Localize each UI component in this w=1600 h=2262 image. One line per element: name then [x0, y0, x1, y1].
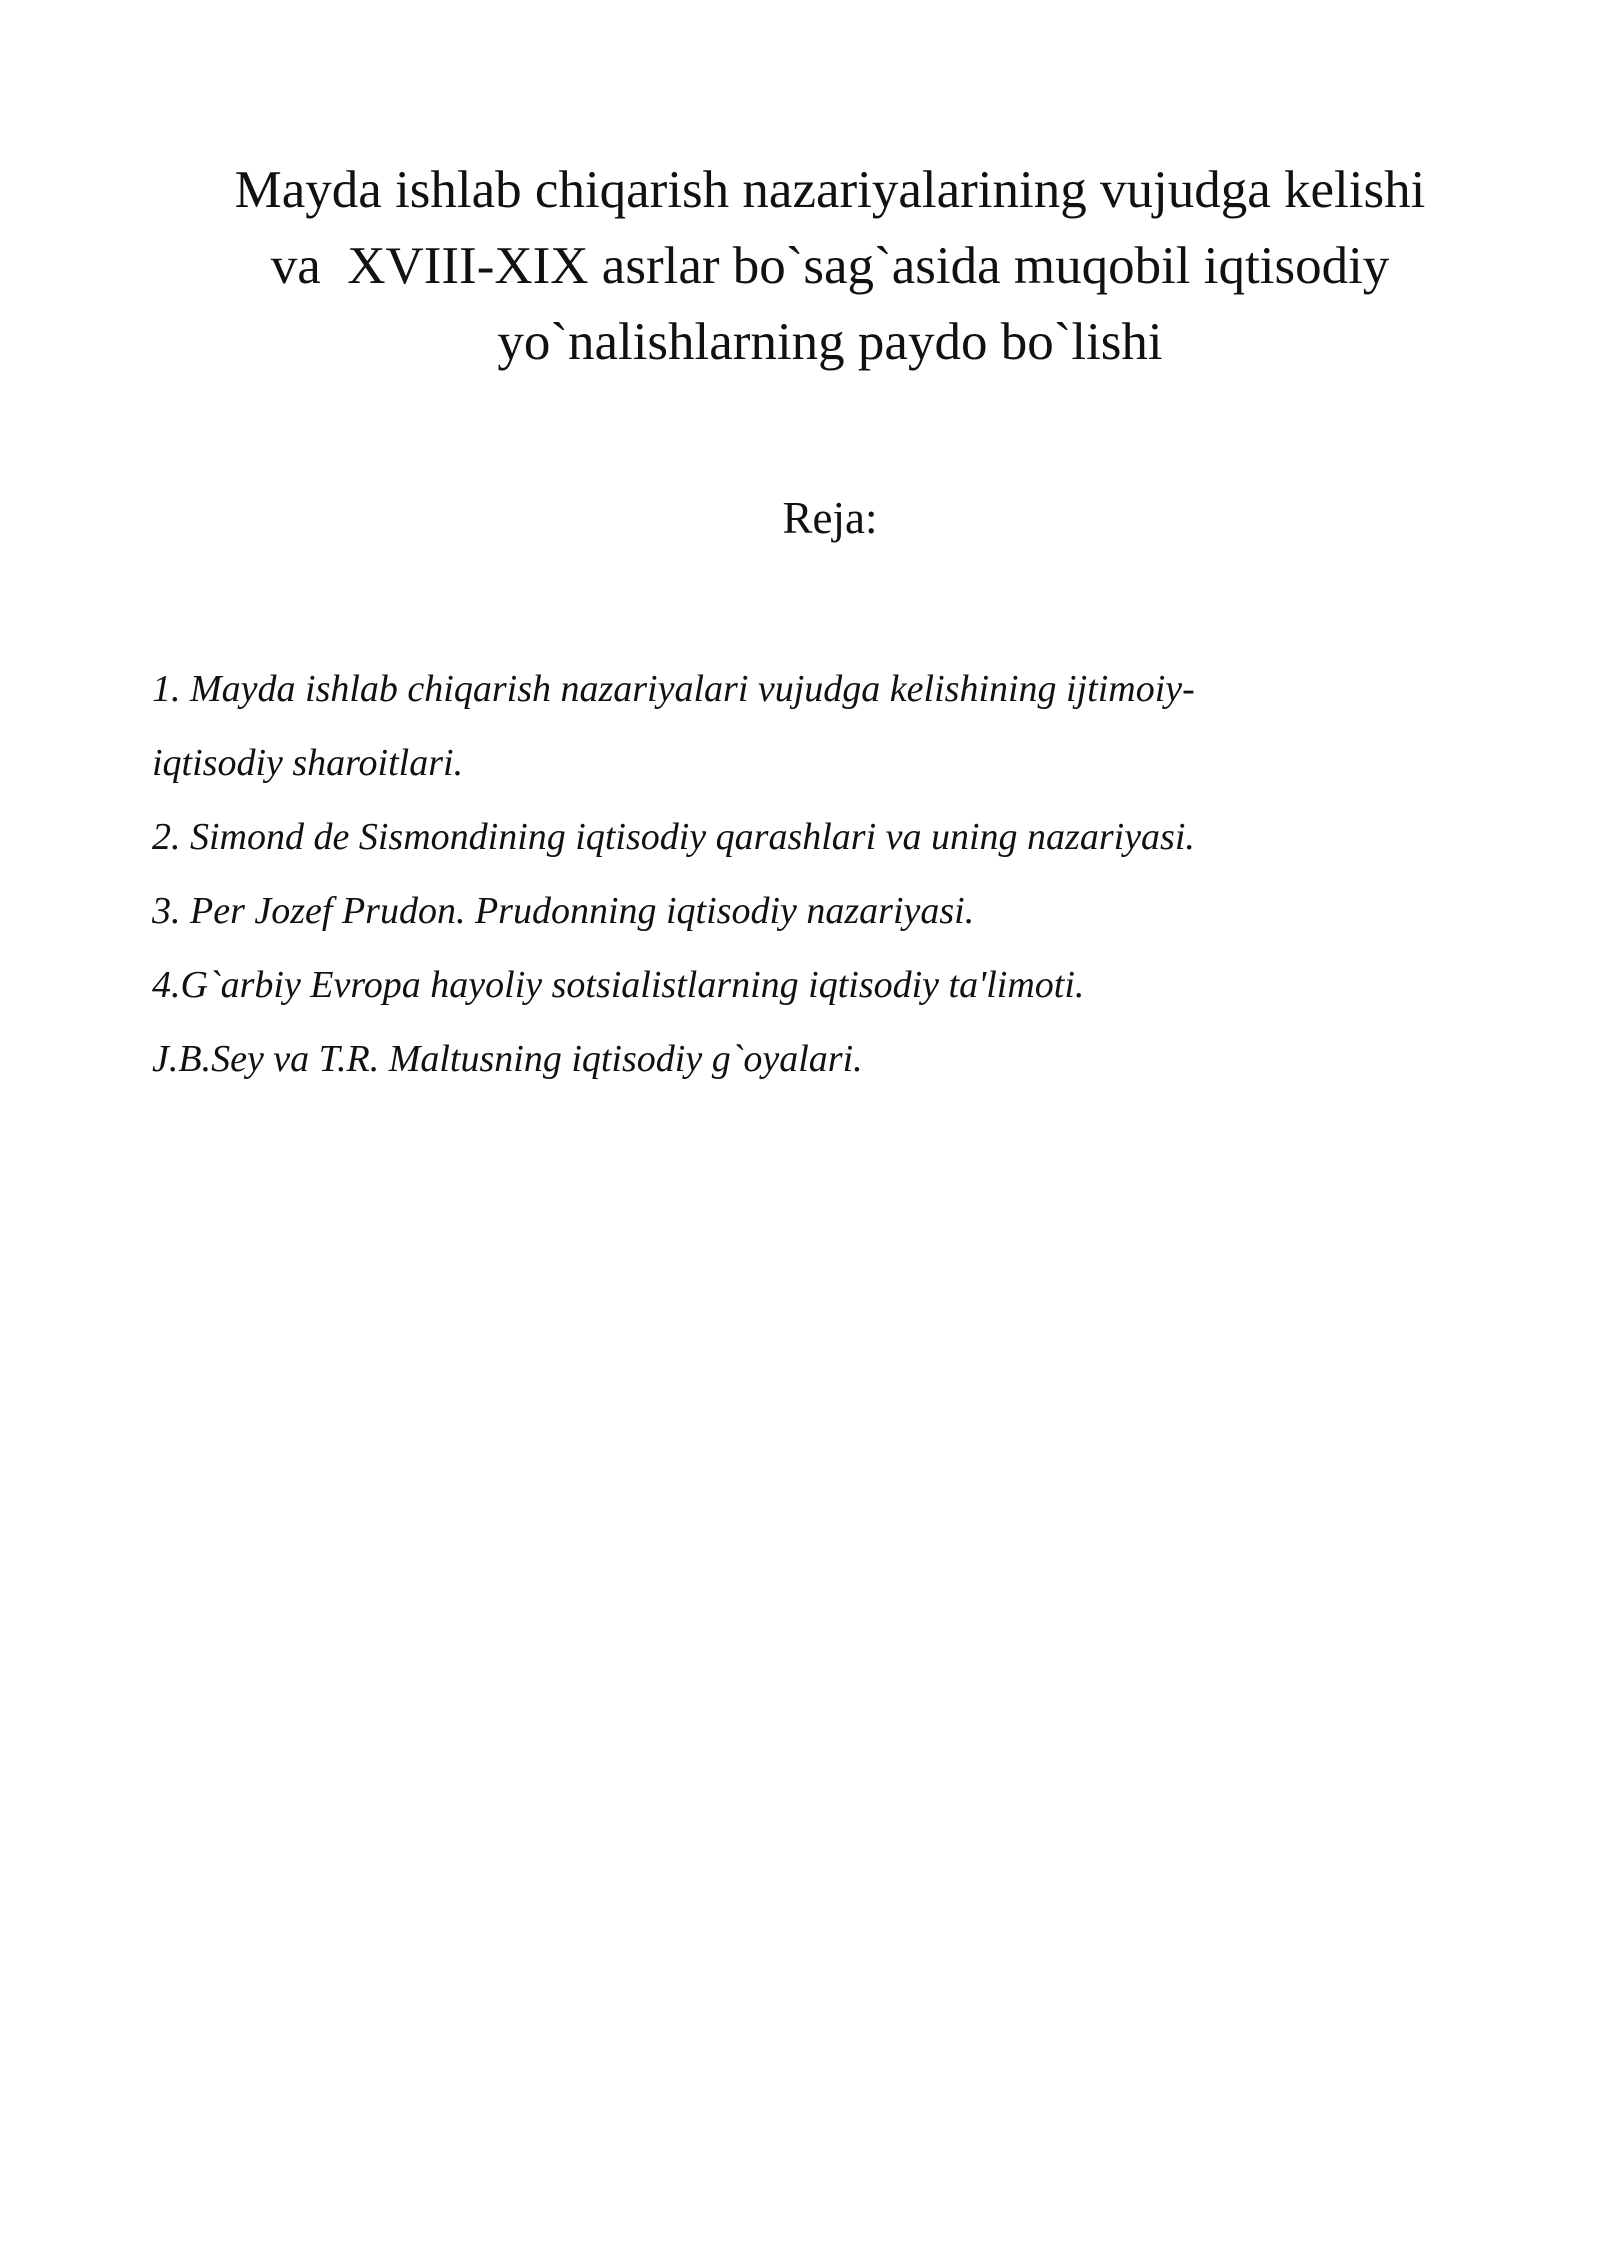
plan-line: 2. Simond de Sismondining iqtisodiy qarashlari va uning nazariyasi. [152, 816, 1195, 858]
plan-line: 3. Per Jozef Prudon. Prudonning iqtisodiy nazariyasi. [152, 890, 975, 932]
plan-line: 4.G`arbiy Evropa hayoliy sotsialistlarning iqtisodiy ta'limoti. [152, 964, 1085, 1006]
title-line: Mayda ishlab chiqarish nazariyalarining vujudga kelishi [234, 161, 1426, 219]
title-line: va XVIII-XIX asrlar bo`sag`asida muqobil iqtisodiy [270, 237, 1390, 295]
plan-line: iqtisodiy sharoitlari. [152, 742, 464, 784]
plan-heading: Reja: [782, 493, 878, 543]
document-title [0, 152, 1600, 380]
plan-line: J.B.Sey va T.R. Maltusning iqtisodiy g`oyalari. [152, 1038, 863, 1080]
plan-line: 1. Mayda ishlab chiqarish nazariyalari vujudga kelishining ijtimoiy- [152, 668, 1195, 710]
title-line: yo`nalishlarning paydo bo`lishi [497, 313, 1163, 371]
plan-list [152, 652, 1452, 1096]
